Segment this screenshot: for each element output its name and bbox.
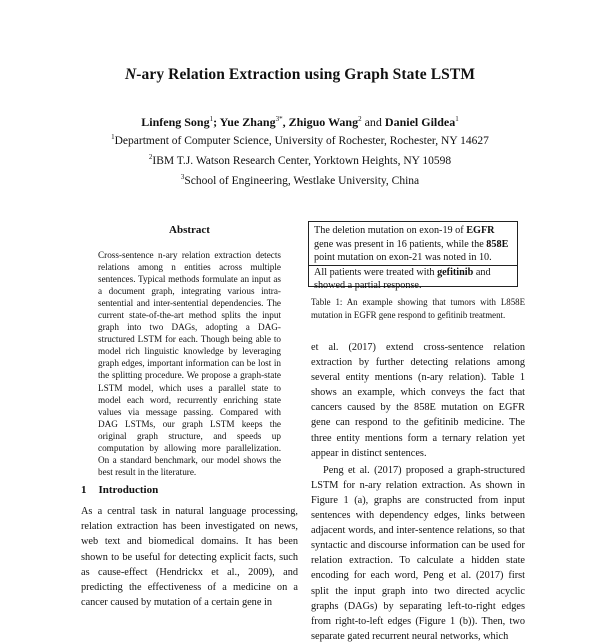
table-text: All patients were treated with (314, 266, 438, 278)
table-row-1 (314, 224, 512, 265)
affiliation-text: School of Engineering, Westlake University, China (184, 174, 420, 187)
affiliation-line (0, 169, 600, 189)
author-name: Linfeng Song (141, 115, 210, 129)
example-table (308, 221, 518, 292)
author-sup: 2 (358, 115, 362, 123)
author-sup: 1 (455, 115, 459, 123)
affiliation-sup: 3 (180, 172, 185, 181)
author-sup: 1 (209, 115, 214, 123)
section-title: Introduction (98, 484, 159, 496)
author-name: Yue Zhang (219, 115, 276, 129)
affiliation-text: IBM T.J. Watson Research Center, Yorktown Heights, NY 10598 (152, 154, 452, 167)
table-caption: Table 1: An example showing that tumors with L858E mutation in EGFR gene respond to gefitinib treatment. (311, 297, 525, 321)
author-sep: , (282, 115, 289, 129)
abstract-heading: Abstract (169, 224, 210, 236)
paragraph: et al. (2017) extend cross-sentence relation extraction by further detecting relations among several entity mentions (n-ary relation). Table 1 shows an example, which conveys the fact that cancers caused by the 858E mutation on EGFR gene can respond to the gefitinib medicine. The three entity mentions form a ternary relation yet appear in distinct sentences. (311, 342, 525, 459)
title-rest: -ary Relation Extraction using Graph State LSTM (136, 66, 476, 83)
table-text: The deletion mutation on exon-19 of (314, 225, 467, 236)
table-entity: 858E (486, 238, 509, 250)
paper-title (0, 66, 600, 84)
affiliation-text: Department of Computer Science, University of Rochester, Rochester, NY 14627 (114, 134, 489, 147)
table-entity: EGFR (466, 225, 495, 236)
section-heading-introduction (81, 484, 170, 496)
introduction-body (81, 504, 298, 610)
author-line (0, 115, 600, 130)
affiliation-line (0, 149, 600, 169)
table-text: and showed a partial response. (314, 266, 491, 292)
affiliation-sup: 2 (148, 152, 153, 161)
table-text: point mutation on exon-21 was noted in 10. (314, 252, 492, 264)
author-sup: 3* (275, 115, 283, 123)
affiliation-sup: 1 (111, 133, 115, 141)
table-row-2 (314, 266, 512, 293)
author-sep: ; (213, 115, 220, 129)
abstract-text: Cross-sentence n-ary relation extraction detects relations among n entities across multiple sentences. Typical methods formulate an input as a document graph, integrating various intra-sentential and inter-sentential dependencies. The current state-of-the-art method splits the input graph into two DAGs, adopting a DAG-structured LSTM for each. Though being able to model rich linguistic knowledge by leveraging graph edges, important information can be lost in the splitting procedure. We propose a graph-state LSTM model, which uses a parallel state to model each word, recurrently enriching state values via message passing. Compared with DAG LSTMs, our graph LSTM keeps the original graph structure, and speeds up computation by allowing more parallelization. On a standard benchmark, our model shows the best result in the literature. (98, 250, 281, 477)
title-n-italic: N (124, 66, 137, 83)
author-name: Daniel Gildea (384, 115, 456, 129)
affiliations (0, 129, 600, 188)
affiliation-line (0, 129, 600, 149)
author-name: Zhiguo Wang (288, 115, 359, 129)
section-number: 1 (81, 484, 87, 496)
table-entity: gefitinib (437, 266, 474, 278)
introduction-text: As a central task in natural language processing, relation extraction has been investigated on news, web text and biomedical domains. It has been shown to be useful for detecting explicit facts, such as cause-effect (Hendrickx et al., 2009), and predicting the effectiveness of a medicine on a cancer caused by mutation of a certain gene in (81, 506, 298, 609)
abstract-body (98, 249, 281, 478)
paragraph: Peng et al. (2017) proposed a graph-structured LSTM for n-ary relation extraction. As shown in Figure 1 (a), graphs are constructed from input sentences with dependency edges, links between adjacent words, and inter-sentence relations, so that syntactic and discourse information can be used for relation extraction. To calculate a hidden state encoding for each word, Peng et al. (2017) first split the input graph into two directed acyclic graphs (DAGs) by separating left-to-right edges from right-to-left edges (Figure 1 (b)). Then, two separate gated recurrent neural networks, which (311, 464, 525, 642)
author-sep: and (361, 115, 385, 129)
table-text: gene was present in 16 patients, while the (314, 238, 487, 250)
right-column-body (311, 340, 525, 644)
